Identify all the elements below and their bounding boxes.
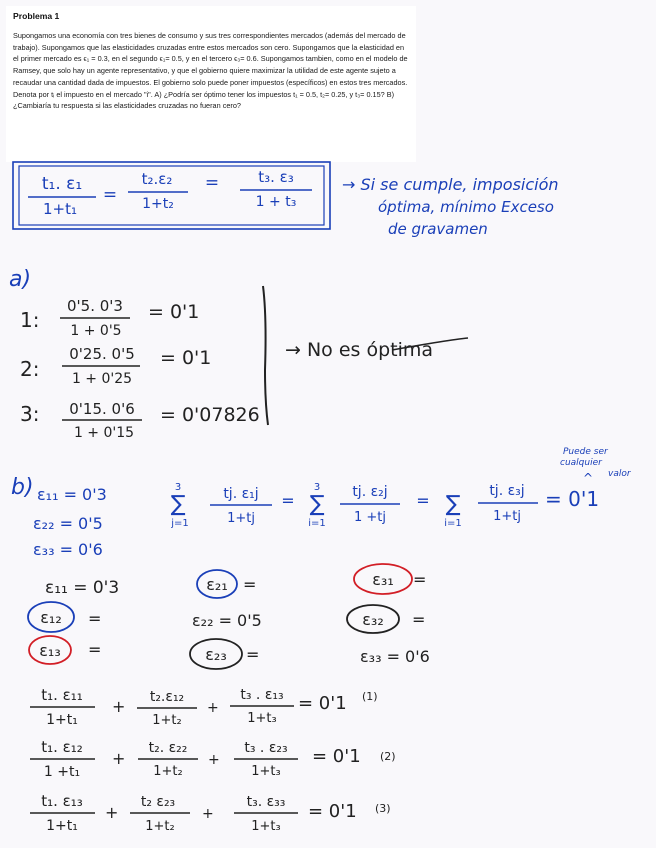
sum-3-numerator: tj. ε₃j bbox=[489, 483, 525, 499]
side-note-1: Puede ser bbox=[563, 447, 608, 457]
part-a-conclusion: → No es óptima bbox=[285, 339, 434, 361]
sum-3-symbol: ∑ bbox=[445, 492, 461, 517]
eq3-den-2: 1+t₂ bbox=[145, 819, 175, 834]
problem-title: Problema 1 bbox=[13, 11, 60, 21]
sum-3-bottom: i=1 bbox=[444, 518, 462, 529]
rule-equals-2: = bbox=[204, 173, 220, 193]
sum-2-numerator: tj. ε₂j bbox=[352, 484, 388, 500]
matrix-r3c1-eq: = bbox=[88, 640, 102, 659]
eq3-tag: (3) bbox=[375, 802, 391, 815]
rule-denominator-1: 1+t₁ bbox=[42, 200, 78, 218]
matrix-r2c3: ε₃₂ bbox=[362, 610, 384, 629]
matrix-r2c3-eq: = bbox=[412, 610, 426, 629]
comment-line-2: óptima, mínimo Exceso bbox=[378, 198, 554, 216]
plus-sign: + bbox=[105, 803, 119, 822]
given-e22: ε₂₂ = 0'5 bbox=[33, 514, 103, 533]
side-note-3: valor bbox=[608, 469, 631, 479]
plus-sign: + bbox=[202, 806, 214, 822]
rule-numerator-3: t₃. ε₃ bbox=[258, 168, 294, 186]
eq1-num-2: t₂.ε₁₂ bbox=[149, 689, 185, 705]
equation-2 bbox=[30, 738, 396, 780]
row-1-index: 1: bbox=[20, 308, 40, 332]
eq1-den-1: 1+t₁ bbox=[46, 712, 78, 728]
part-a-label: a) bbox=[9, 267, 32, 292]
equation-1 bbox=[30, 686, 378, 728]
part-a bbox=[9, 267, 468, 441]
part-b-label: b) bbox=[11, 475, 34, 500]
eq3-num-2: t₂ ε₂₃ bbox=[140, 794, 176, 810]
sum-equals-2: = bbox=[416, 491, 430, 510]
eq2-tag: (2) bbox=[380, 750, 396, 763]
matrix-r3c2-eq: = bbox=[246, 645, 260, 664]
plus-sign: + bbox=[208, 752, 220, 768]
rule-comment bbox=[342, 175, 559, 238]
row-3-index: 3: bbox=[20, 402, 40, 426]
eq2-den-1: 1 +t₁ bbox=[43, 764, 81, 780]
sum-rhs-hat: ^ bbox=[583, 471, 594, 485]
comment-line-1: → Si se cumple, imposición bbox=[342, 175, 559, 194]
row-2-numerator: 0'25. 0'5 bbox=[69, 345, 135, 363]
sum-rhs: = 0'1 bbox=[545, 487, 600, 511]
rule-denominator-2: 1+t₂ bbox=[142, 196, 174, 212]
eq2-num-1: t₁. ε₁₂ bbox=[41, 738, 83, 756]
matrix-r1c2-eq: = bbox=[243, 575, 257, 594]
matrix-r2c2: ε₂₂ = 0'5 bbox=[192, 611, 262, 630]
row-3-result: = 0'07826 bbox=[160, 404, 260, 426]
sum-1-numerator: tj. ε₁j bbox=[223, 486, 259, 502]
matrix-r1c3: ε₃₁ bbox=[372, 570, 394, 589]
elasticity-matrix bbox=[28, 564, 430, 669]
matrix-r1c1: ε₁₁ = 0'3 bbox=[45, 578, 120, 598]
eq3-den-1: 1+t₁ bbox=[46, 818, 78, 834]
comment-line-3: de gravamen bbox=[388, 220, 488, 238]
row-3-denominator: 1 + 0'15 bbox=[73, 425, 135, 441]
sum-2-top: 3 bbox=[313, 482, 321, 493]
given-e33: ε₃₃ = 0'6 bbox=[33, 540, 103, 559]
eq2-den-2: 1+t₂ bbox=[153, 764, 183, 779]
sum-equals-1: = bbox=[281, 491, 295, 510]
row-1-denominator: 1 + 0'5 bbox=[70, 323, 122, 339]
sum-2-symbol: ∑ bbox=[309, 492, 325, 517]
eq1-rhs: = 0'1 bbox=[298, 693, 347, 714]
matrix-r2c1: ε₁₂ bbox=[40, 608, 62, 627]
ramsey-rule bbox=[13, 162, 330, 229]
matrix-r1c2: ε₂₁ bbox=[206, 575, 228, 594]
row-1-result: = 0'1 bbox=[148, 301, 200, 323]
sum-1-symbol: ∑ bbox=[170, 492, 186, 517]
part-b bbox=[11, 447, 632, 559]
eq2-den-3: 1+t₃ bbox=[251, 764, 281, 779]
eq1-den-2: 1+t₂ bbox=[152, 713, 182, 728]
eq3-rhs: = 0'1 bbox=[308, 801, 357, 822]
eq3-den-3: 1+t₃ bbox=[251, 819, 281, 834]
matrix-r3c3: ε₃₃ = 0'6 bbox=[360, 647, 430, 666]
eq3-num-3: t₃. ε₃₃ bbox=[246, 794, 286, 810]
rule-denominator-3: 1 + t₃ bbox=[255, 194, 297, 210]
matrix-r1c3-eq: = bbox=[413, 570, 427, 589]
eq2-num-2: t₂. ε₂₂ bbox=[148, 740, 188, 756]
eq1-den-3: 1+t₃ bbox=[247, 711, 277, 726]
sum-1-top: 3 bbox=[174, 482, 182, 493]
row-2-denominator: 1 + 0'25 bbox=[71, 371, 133, 387]
matrix-r2c1-eq: = bbox=[88, 609, 102, 628]
sum-2-bottom: i=1 bbox=[308, 518, 326, 529]
row-2-index: 2: bbox=[20, 357, 40, 381]
eq2-rhs: = 0'1 bbox=[312, 746, 361, 767]
sum-1-denominator: 1+tj bbox=[227, 511, 255, 526]
row-1-numerator: 0'5. 0'3 bbox=[67, 297, 123, 315]
sum-3-denominator: 1+tj bbox=[493, 509, 521, 524]
sum-1-bottom: j=1 bbox=[171, 518, 189, 529]
side-note-2: cualquier bbox=[560, 458, 602, 468]
row-2-result: = 0'1 bbox=[160, 347, 212, 369]
plus-sign: + bbox=[207, 700, 219, 716]
rule-equals-1: = bbox=[102, 185, 118, 205]
eq2-num-3: t₃ . ε₂₃ bbox=[244, 740, 288, 756]
brace-line bbox=[263, 286, 268, 425]
given-e11: ε₁₁ = 0'3 bbox=[37, 485, 107, 504]
rule-numerator-2: t₂.ε₂ bbox=[141, 170, 173, 188]
eq1-num-3: t₃ . ε₁₃ bbox=[240, 687, 284, 703]
rule-numerator-1: t₁. ε₁ bbox=[41, 174, 83, 194]
plus-sign: + bbox=[112, 697, 126, 716]
matrix-r3c1: ε₁₃ bbox=[39, 641, 61, 660]
eq3-num-1: t₁. ε₁₃ bbox=[41, 792, 83, 810]
matrix-r3c2: ε₂₃ bbox=[205, 645, 227, 664]
equation-3 bbox=[30, 792, 391, 834]
row-3-numerator: 0'15. 0'6 bbox=[69, 400, 135, 418]
eq1-tag: (1) bbox=[362, 690, 378, 703]
problem-body: Supongamos una economía con tres bienes de consumo y sus tres correspondientes mercados (además del mercado de trabajo). Supongamos que las elasticidades cruzadas entre estos mercados son cero. Supongamos que la elasticidad en el primer mercado es ϵ₁ = 0.3, en el segundo ϵ₁= 0.5, y en el tercero ϵ₃= 0.6. Supongamos tambien, como en el modelo de Ramsey, que solo hay un agente representativo, y que el gobierno quiere maximizar la utilidad de este agente sujeto a recaudar una cantidad dada de impuestos. El gobierno solo puede poner impuestos (específicos) en estos tres mercados. Denota por tᵢ el impuesto en el mercado "i". A) ¿Podría ser óptimo tener los impuestos t₁ = 0.5, t₂= 0.25, y t₃= 0.15? B) ¿Cambiaría tu respuesta si las elasticidades cruzadas no fueran cero? bbox=[13, 31, 408, 111]
plus-sign: + bbox=[112, 749, 126, 768]
sum-2-denominator: 1 +tj bbox=[353, 510, 387, 525]
eq1-num-1: t₁. ε₁₁ bbox=[41, 686, 83, 704]
